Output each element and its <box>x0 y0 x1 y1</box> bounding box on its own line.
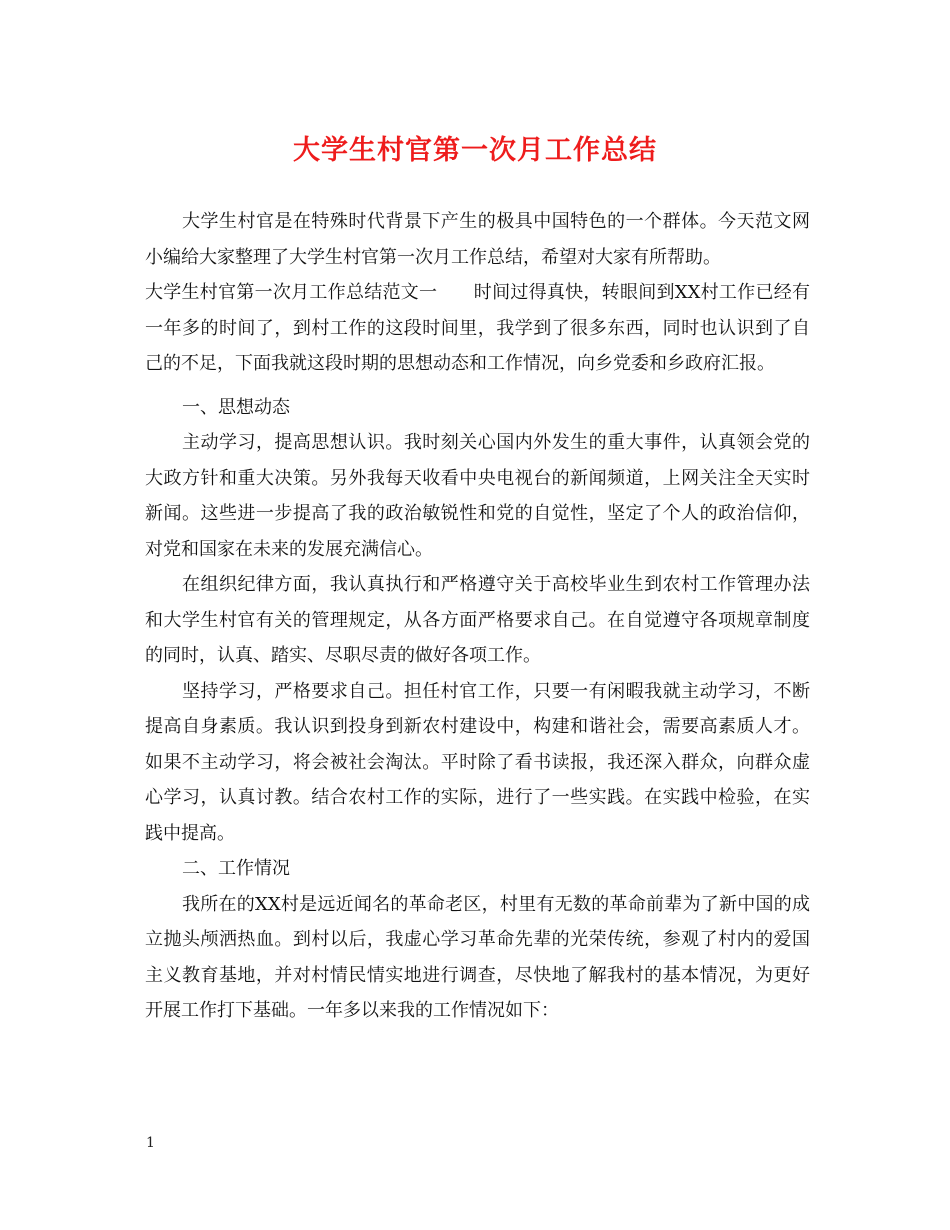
sample-intro-paragraph: 大学生村官第一次月工作总结范文一 时间过得真快，转眼间到XX村工作已经有一年多的时间了，到村工作的这段时间里，我学到了很多东西，同时也认识到了自己的不足，下面我就这段时期的思想动态和工作情况，向乡党委和乡政府汇报。 <box>145 282 810 374</box>
document-body <box>145 204 810 1029</box>
document-title: 大学生村官第一次月工作总结 <box>293 135 657 166</box>
page-number: 1 <box>146 1135 155 1151</box>
intro-paragraph: 大学生村官是在特殊时代背景下产生的极具中国特色的一个群体。今天范文网小编给大家整理了大学生村官第一次月工作总结，希望对大家有所帮助。 <box>145 211 810 268</box>
paragraph-persist: 坚持学习，严格要求自己。担任村官工作，只要一有闲暇我就主动学习，不断提高自身素质。我认识到投身到新农村建设中，构建和谐社会，需要高素质人才。如果不主动学习，将会被社会淘汰。平时除了看书读报，我还深入群众，向群众虚心学习，认真讨教。结合农村工作的实际，进行了一些实践。在实践中检验，在实践中提高。 <box>145 680 810 844</box>
paragraph-study: 主动学习，提高思想认识。我时刻关心国内外发生的重大事件，认真领会党的大政方针和重大决策。另外我每天收看中央电视台的新闻频道，上网关注全天实时新闻。这些进一步提高了我的政治敏锐性和党的自觉性，坚定了个人的政治信仰，对党和国家在未来的发展充满信心。 <box>145 432 810 560</box>
section-heading-work: 二、工作情况 <box>182 858 290 879</box>
section-heading-thought: 一、思想动态 <box>182 396 290 418</box>
paragraph-village: 我所在的XX村是远近闻名的革命老区，村里有无数的革命前辈为了新中国的成立抛头颅洒热血。到村以后，我虚心学习革命先辈的光荣传统，参观了村内的爱国主义教育基地，并对村情民情实地进行调查，尽快地了解我村的基本情况，为更好开展工作打下基础。一年多以来我的工作情况如下： <box>145 893 810 1021</box>
paragraph-discipline: 在组织纪律方面，我认真执行和严格遵守关于高校毕业生到农村工作管理办法和大学生村官有关的管理规定，从各方面严格要求自己。在自觉遵守各项规章制度的同时，认真、踏实、尽职尽责的做好各项工作。 <box>145 574 810 666</box>
